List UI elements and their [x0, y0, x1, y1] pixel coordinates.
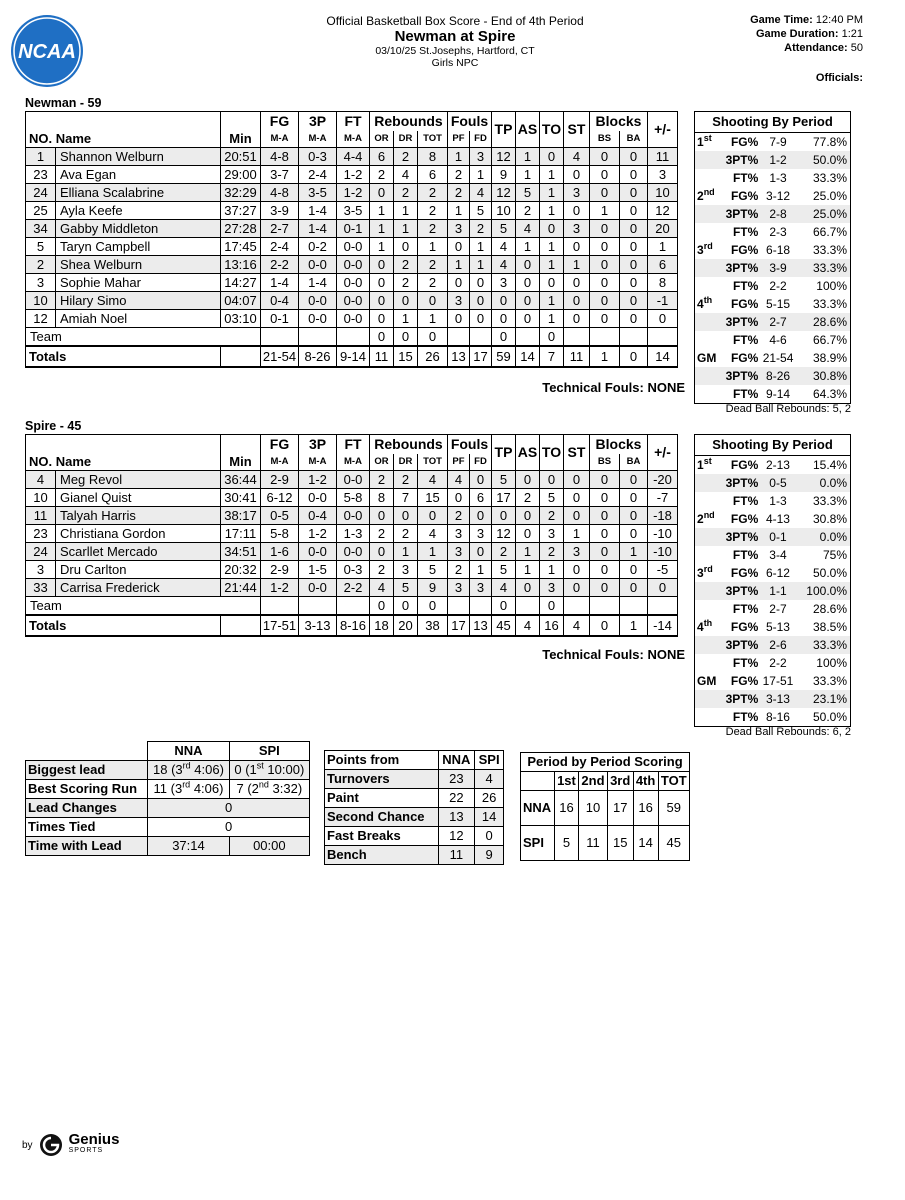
table-row: Turnovers 23 4: [325, 770, 504, 789]
col-ft: FT: [337, 112, 370, 132]
player-row: 23 Ava Egan 29:00 3-7 2-4 1-2 2 4 6 2 1 9 1 1 0 0 0 3: [26, 166, 678, 184]
table-row: Times Tied 0: [26, 818, 310, 837]
points-from-title: Points from: [325, 751, 439, 770]
shooting-table: [694, 434, 851, 727]
col-st: ST: [564, 112, 590, 148]
table-row: NNA 16 10 17 16 59: [521, 791, 690, 826]
col-no: NO.: [29, 454, 53, 469]
player-row: 24 Elliana Scalabrine 32:29 4-8 3-5 1-2 0 2 2 2 4 12 5 1 3 0 0 10: [26, 184, 678, 202]
player-name: Hilary Simo: [56, 292, 221, 310]
table-row: Best Scoring Run 11 (3rd 4:06) 7 (2nd 3:32): [26, 780, 310, 799]
team2-boxscore: [25, 434, 678, 637]
shooting-row: FT% 2-7 28.6%: [732, 602, 847, 616]
player-name: Scarllet Mercado: [56, 543, 221, 561]
player-row: 34 Gabby Middleton 27:28 2-7 1-4 0-1 1 1 2 3 2 5 4 0 3 0 0 20: [26, 220, 678, 238]
report-title: Official Basketball Box Score - End of 4th Period: [326, 14, 584, 28]
player-name: Shea Welburn: [56, 256, 221, 274]
game-duration: Game Duration: 1:21: [756, 28, 863, 40]
shooting-table: [694, 111, 851, 404]
player-row: 3 Sophie Mahar 14:27 1-4 1-4 0-0 0 2 2 0 0 3 0 0 0 0 0 8: [26, 274, 678, 292]
player-name: Gabby Middleton: [56, 220, 221, 238]
game-time: Game Time: 12:40 PM: [750, 14, 863, 26]
game-stats-table: [25, 741, 310, 856]
shooting-row: GM FG% 17-51 33.3%: [697, 674, 847, 688]
player-row: 25 Ayla Keefe 37:27 3-9 1-4 3-5 1 1 2 1 5 10 2 1 0 1 0 12: [26, 202, 678, 220]
player-row: 2 Shea Welburn 13:16 2-2 0-0 0-0 0 2 2 1 1 4 0 1 1 0 0 6: [26, 256, 678, 274]
table-row: Paint 22 26: [325, 789, 504, 808]
player-name: Dru Carlton: [56, 561, 221, 579]
player-name: Carrisa Frederick: [56, 579, 221, 597]
officials: Officials:: [815, 72, 863, 84]
col-blocks: Blocks: [590, 112, 648, 132]
totals-row: Totals 21-54 8-26 9-14 11 15 26 13 17 59 14 7 11 1 0 14: [26, 346, 678, 367]
col-no: NO.: [29, 131, 53, 146]
league: Girls NPC: [431, 57, 479, 69]
col-min: Min: [221, 131, 261, 148]
totals-row: Totals 17-51 3-13 8-16 18 20 38 17 13 45 4 16 4 0 1 -14: [26, 615, 678, 636]
col-min: Min: [221, 454, 261, 471]
table-row: Bench 11 9: [325, 846, 504, 865]
shooting-row: 1st FG% 7-9 77.8%: [697, 133, 847, 149]
col-fouls: Fouls: [448, 112, 492, 132]
player-row: 5 Taryn Campbell 17:45 2-4 0-2 0-0 1 0 1 0 1 4 1 1 0 0 0 1: [26, 238, 678, 256]
col-as: AS: [516, 112, 540, 148]
shooting-row: 3PT% 1-2 50.0%: [695, 151, 851, 169]
matchup-title: Newman at Spire: [394, 28, 516, 45]
col-3p: 3P: [299, 435, 337, 455]
col-ft: FT: [337, 435, 370, 455]
table-row: Second Chance 13 14: [325, 808, 504, 827]
player-name: Taryn Campbell: [56, 238, 221, 256]
ncaa-logo-text: NCAA: [18, 41, 76, 63]
shooting-row: 3PT% 3-9 33.3%: [695, 259, 851, 277]
col-3p: 3P: [299, 112, 337, 132]
team1-header: Newman - 59: [25, 96, 102, 110]
player-row: 12 Amiah Noel 03:10 0-1 0-0 0-0 0 1 1 0 0 0 0 1 0 0 0 0: [26, 310, 678, 328]
player-name: Christiana Gordon: [56, 525, 221, 543]
team1-dead-ball-rebounds: Dead Ball Rebounds: 5, 2: [725, 403, 851, 415]
table-row: Biggest lead 18 (3rd 4:06) 0 (1st 10:00): [26, 761, 310, 780]
player-name: Amiah Noel: [56, 310, 221, 328]
shooting-row: FT% 1-3 33.3%: [732, 494, 847, 508]
team1-shooting-by-period: [694, 111, 851, 404]
team2-dead-ball-rebounds: Dead Ball Rebounds: 6, 2: [725, 726, 851, 738]
col-plus-minus: +/-: [648, 112, 678, 148]
player-row: 4 Meg Revol 36:44 2-9 1-2 0-0 2 2 4 4 0 5 0 0 0 0 0 -20: [26, 471, 678, 489]
period-scoring-title: Period by Period Scoring: [521, 753, 690, 772]
col-name: Name: [55, 131, 92, 146]
shooting-row: 2nd FG% 4-13 30.8%: [697, 510, 847, 526]
player-row: 10 Gianel Quist 30:41 6-12 0-0 5-8 8 7 15 0 6 17 2 5 0 0 0 -7: [26, 489, 678, 507]
col-rebounds: Rebounds: [370, 112, 448, 132]
shooting-row: FT% 2-2 100%: [732, 279, 847, 293]
genius-icon: [39, 1133, 63, 1157]
date-location: 03/10/25 St.Josephs, Hartford, CT: [375, 45, 535, 57]
col-fg: FG: [261, 435, 299, 455]
col-tp: TP: [492, 112, 516, 148]
shooting-row: 3rd FG% 6-18 33.3%: [697, 241, 847, 257]
player-row: 24 Scarllet Mercado 34:51 1-6 0-0 0-0 0 1 1 3 0 2 1 2 3 0 1 -10: [26, 543, 678, 561]
player-name: Elliana Scalabrine: [56, 184, 221, 202]
col-blocks: Blocks: [590, 435, 648, 455]
attendance: Attendance: 50: [784, 42, 863, 54]
col-plus-minus: +/-: [648, 435, 678, 471]
player-row: 23 Christiana Gordon 17:11 5-8 1-2 1-3 2 2 4 3 3 12 0 3 1 0 0 -10: [26, 525, 678, 543]
table-row: SPI 5 11 15 14 45: [521, 826, 690, 861]
game-stats-col-spi: SPI: [229, 742, 309, 761]
points-from-table: Points from NNA SPI Turnovers 23 4 Paint 22 26 Second Chance 13 14 Fast Breaks 12 0 Bench 11 9: [324, 750, 504, 865]
shooting-row: 3PT% 2-7 28.6%: [695, 313, 851, 331]
col-st: ST: [564, 435, 590, 471]
team2-shooting-by-period: [694, 434, 851, 727]
boxscore-table: FG 3P FT Rebounds Fouls TP AS TO ST Blocks +/- NO. Name Min M-A M-A M-A OR DR TOT PF FD BS BA 4 Meg Revol 36:44 2-9 1-2 0-0 2 2 4 4 0 5 0 0 0 0 0 -20 10 Gianel Quist 30:41 6-12 0-0 5-8 8 7 15 0 6 17 2 5 0 0 0 -7 11 Talyah Harris 38:17 0-5 0-4 0-0 0 0 0 2 0 0 0 2 0 0 0 -18 23 Christiana Gordon 17:11 5-8 1-2 1-3 2 2 4 3 3 12 0 3 1 0 0 -10 24 Scarllet Mercado 34:51 1-6 0-0 0-0 0 1 1 3 0 2 1 2 3 0 1 -10 3 Dru Carlton 20:32 2-9 1-5 0-3 2 3 5 2 1 5 1 1 0 0 0 -5 33 Carrisa Frederick 21:44 1-2 0-0 2-2 4 5 9 3 3 4 0 3 0 0 0 0 Team 0 0 0 0 0 Totals 17-51 3-13 8-16 18 20 38 17 13 45 4 16 4 0 1 -14: [25, 434, 678, 637]
player-name: Shannon Welburn: [56, 148, 221, 166]
shooting-row: 3PT% 2-6 33.3%: [695, 636, 851, 654]
shooting-row: FT% 4-6 66.7%: [732, 333, 847, 347]
shooting-row: FT% 9-14 64.3%: [732, 387, 847, 401]
player-name: Ayla Keefe: [56, 202, 221, 220]
shooting-title: Shooting By Period: [695, 112, 851, 133]
shooting-row: 4th FG% 5-15 33.3%: [697, 295, 847, 311]
shooting-row: FT% 1-3 33.3%: [732, 171, 847, 185]
player-name: Ava Egan: [56, 166, 221, 184]
team1-boxscore: [25, 111, 678, 368]
shooting-row: FT% 2-3 66.7%: [732, 225, 847, 239]
col-to: TO: [540, 435, 564, 471]
player-name: Sophie Mahar: [56, 274, 221, 292]
shooting-row: 2nd FG% 3-12 25.0%: [697, 187, 847, 203]
shooting-row: FT% 8-16 50.0%: [732, 710, 847, 724]
col-name: Name: [55, 454, 92, 469]
shooting-row: 4th FG% 5-13 38.5%: [697, 618, 847, 634]
col-as: AS: [516, 435, 540, 471]
player-row: 11 Talyah Harris 38:17 0-5 0-4 0-0 0 0 0 2 0 0 0 2 0 0 0 -18: [26, 507, 678, 525]
table-row: Time with Lead 37:14 00:00: [26, 837, 310, 856]
shooting-row: 3PT% 3-13 23.1%: [695, 690, 851, 708]
shooting-row: 3rd FG% 6-12 50.0%: [697, 564, 847, 580]
shooting-row: 3PT% 8-26 30.8%: [695, 367, 851, 385]
shooting-title: Shooting By Period: [695, 435, 851, 456]
player-row: 10 Hilary Simo 04:07 0-4 0-0 0-0 0 0 0 3 0 0 0 1 0 0 0 -1: [26, 292, 678, 310]
shooting-row: FT% 3-4 75%: [732, 548, 847, 562]
table-row: Fast Breaks 12 0: [325, 827, 504, 846]
shooting-row: 3PT% 2-8 25.0%: [695, 205, 851, 223]
shooting-row: 3PT% 0-1 0.0%: [695, 528, 851, 546]
shooting-row: 1st FG% 2-13 15.4%: [697, 456, 847, 472]
col-fg: FG: [261, 112, 299, 132]
col-fouls: Fouls: [448, 435, 492, 455]
team2-header: Spire - 45: [25, 419, 82, 433]
genius-sports-logo: by Genius SPORTS: [22, 1133, 119, 1157]
table-row: Lead Changes 0: [26, 799, 310, 818]
team-row: Team 0 0 0 0 0: [26, 597, 678, 616]
col-tp: TP: [492, 435, 516, 471]
boxscore-table: FG 3P FT Rebounds Fouls TP AS TO ST Blocks +/- NO. Name Min M-A M-A M-A OR DR TOT PF FD BS BA 1 Shannon Welburn 20:51 4-8 0-3 4-4 6 2 8 1 3 12 1 0 4 0 0 11 23 Ava Egan 29:00 3-7 2-4 1-2 2 4 6 2 1 9 1 1 0 0 0 3 24 Elliana Scalabrine 32:29 4-8 3-5 1-2 0 2 2 2 4 12 5 1 3 0 0 10 25 Ayla Keefe 37:27 3-9 1-4 3-5 1 1 2 1 5 10 2 1 0 1 0 12 34 Gabby Middleton 27:28 2-7 1-4 0-1 1 1 2 3 2 5 4 0 3 0 0 20 5 Taryn Campbell 17:45 2-4 0-2 0-0 1 0 1 0 1 4 1 1 0 0 0 1 2 Shea Welburn 13:16 2-2 0-0 0-0 0 2 2 1 1 4 0 1 1 0 0 6 3 Sophie Mahar 14:27 1-4 1-4 0-0 0 2 2 0 0 3 0 0 0 0 0 8 10 Hilary Simo 04:07 0-4 0-0 0-0 0 0 0 3 0 0 0 1 0 0 0 -1 12 Amiah Noel 03:10 0-1 0-0 0-0 0 1 1 0 0 0 0 1 0 0 0 0 Team 0 0 0 0 0 Totals 21-54 8-26 9-14 11 15 26 13 17 59 14 7 11 1 0 14: [25, 111, 678, 368]
shooting-row: 3PT% 1-1 100.0%: [695, 582, 851, 600]
ncaa-logo: [10, 14, 84, 88]
player-row: 33 Carrisa Frederick 21:44 1-2 0-0 2-2 4 5 9 3 3 4 0 3 0 0 0 0: [26, 579, 678, 597]
player-name: Talyah Harris: [56, 507, 221, 525]
team1-technical-fouls: Technical Fouls: NONE: [542, 380, 685, 395]
shooting-row: GM FG% 21-54 38.9%: [697, 351, 847, 365]
team-row: Team 0 0 0 0 0: [26, 328, 678, 347]
player-name: Meg Revol: [56, 471, 221, 489]
shooting-row: FT% 2-2 100%: [732, 656, 847, 670]
col-to: TO: [540, 112, 564, 148]
shooting-row: 3PT% 0-5 0.0%: [695, 474, 851, 492]
player-row: 3 Dru Carlton 20:32 2-9 1-5 0-3 2 3 5 2 1 5 1 1 0 0 0 -5: [26, 561, 678, 579]
player-row: 1 Shannon Welburn 20:51 4-8 0-3 4-4 6 2 8 1 3 12 1 0 4 0 0 11: [26, 148, 678, 166]
col-rebounds: Rebounds: [370, 435, 448, 455]
game-stats-col-nna: NNA: [148, 742, 229, 761]
player-name: Gianel Quist: [56, 489, 221, 507]
period-scoring-table: Period by Period Scoring 1st 2nd 3rd 4th TOT NNA 16 10 17 16 59 SPI 5 11 15 14 45: [520, 752, 690, 861]
team2-technical-fouls: Technical Fouls: NONE: [542, 647, 685, 662]
